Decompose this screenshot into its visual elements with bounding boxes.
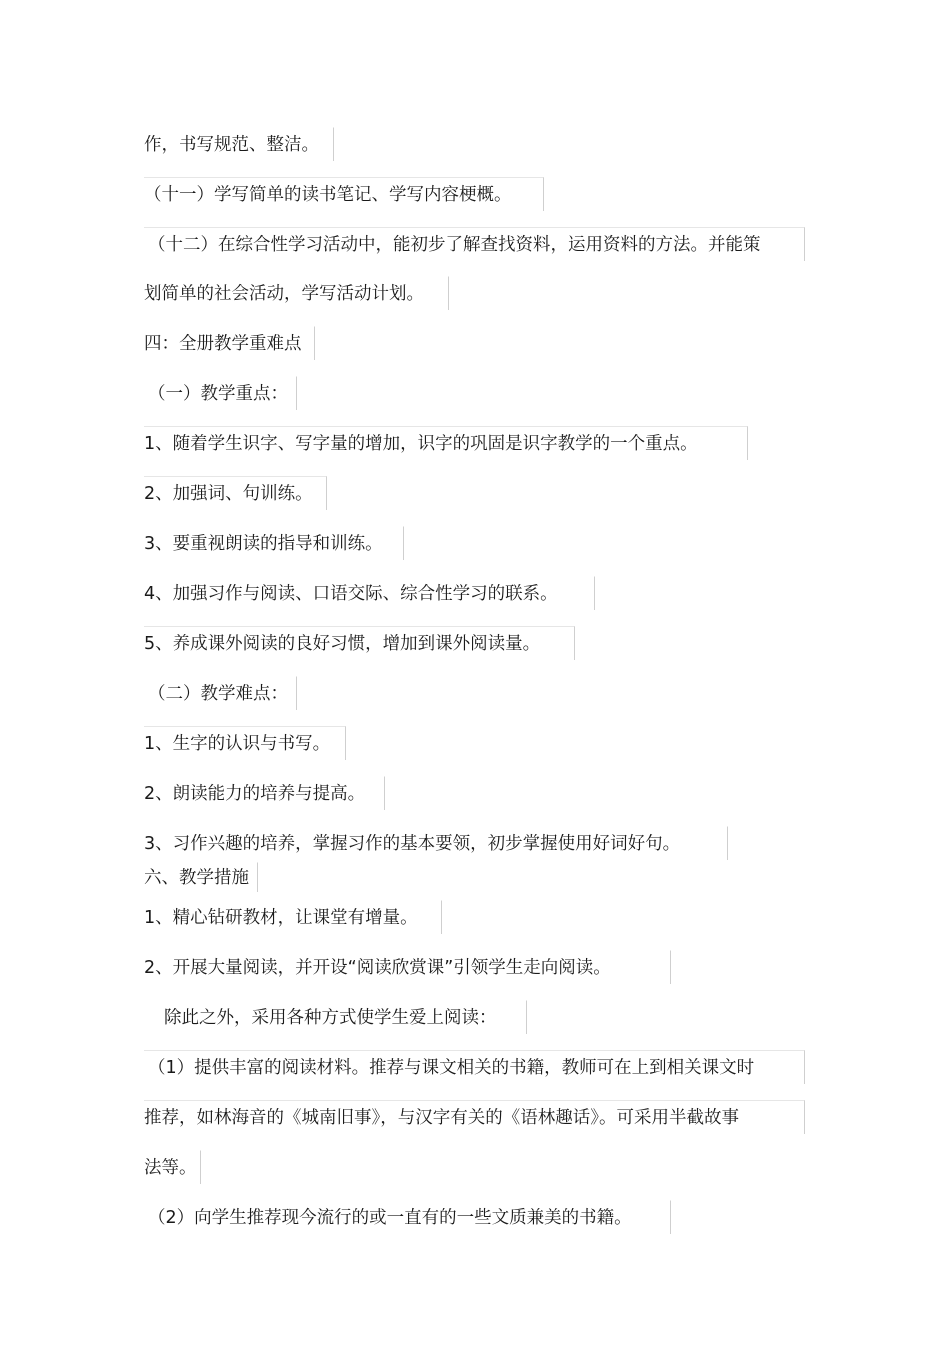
list-item: 1、精心钻研教材，让课堂有增量。 — [144, 900, 442, 934]
list-item: 3、要重视朗读的指导和训练。 — [144, 526, 404, 560]
text-line: 划简单的社会活动，学写活动计划。 — [144, 276, 449, 310]
text-line: 作，书写规范、整洁。 — [144, 127, 334, 161]
section-heading: 六、教学措施 — [144, 862, 258, 892]
paragraph-line: 法等。 — [144, 1150, 201, 1184]
list-item: 2、加强词、句训练。 — [144, 476, 327, 510]
text-line: （十二）在综合性学习活动中，能初步了解查找资料，运用资料的方法。并能策 — [144, 227, 805, 261]
text-line: （十一）学写简单的读书笔记、学写内容梗概。 — [144, 177, 544, 211]
subsection-heading: （二）教学难点： — [144, 676, 297, 710]
list-item: 3、习作兴趣的培养，掌握习作的基本要领，初步掌握使用好词好句。 — [144, 826, 728, 860]
paragraph-line: 推荐，如林海音的《城南旧事》，与汉字有关的《语林趣话》。可采用半截故事 — [144, 1100, 805, 1134]
list-item: 1、生字的认识与书写。 — [144, 726, 346, 760]
paragraph-line: （2）向学生推荐现今流行的或一直有的一些文质兼美的书籍。 — [144, 1200, 671, 1234]
paragraph: 除此之外，采用各种方式使学生爱上阅读： — [144, 1000, 527, 1034]
list-item: 2、朗读能力的培养与提高。 — [144, 776, 385, 810]
list-item: 1、随着学生识字、写字量的增加，识字的巩固是识字教学的一个重点。 — [144, 426, 748, 460]
section-heading: 四：全册教学重难点 — [144, 326, 315, 360]
list-item: 5、养成课外阅读的良好习惯，增加到课外阅读量。 — [144, 626, 575, 660]
list-item: 4、加强习作与阅读、口语交际、综合性学习的联系。 — [144, 576, 595, 610]
paragraph-line: （1）提供丰富的阅读材料。推荐与课文相关的书籍，教师可在上到相关课文时 — [144, 1050, 805, 1084]
subsection-heading: （一）教学重点： — [144, 376, 297, 410]
list-item: 2、开展大量阅读，并开设“阅读欣赏课”引领学生走向阅读。 — [144, 950, 671, 984]
